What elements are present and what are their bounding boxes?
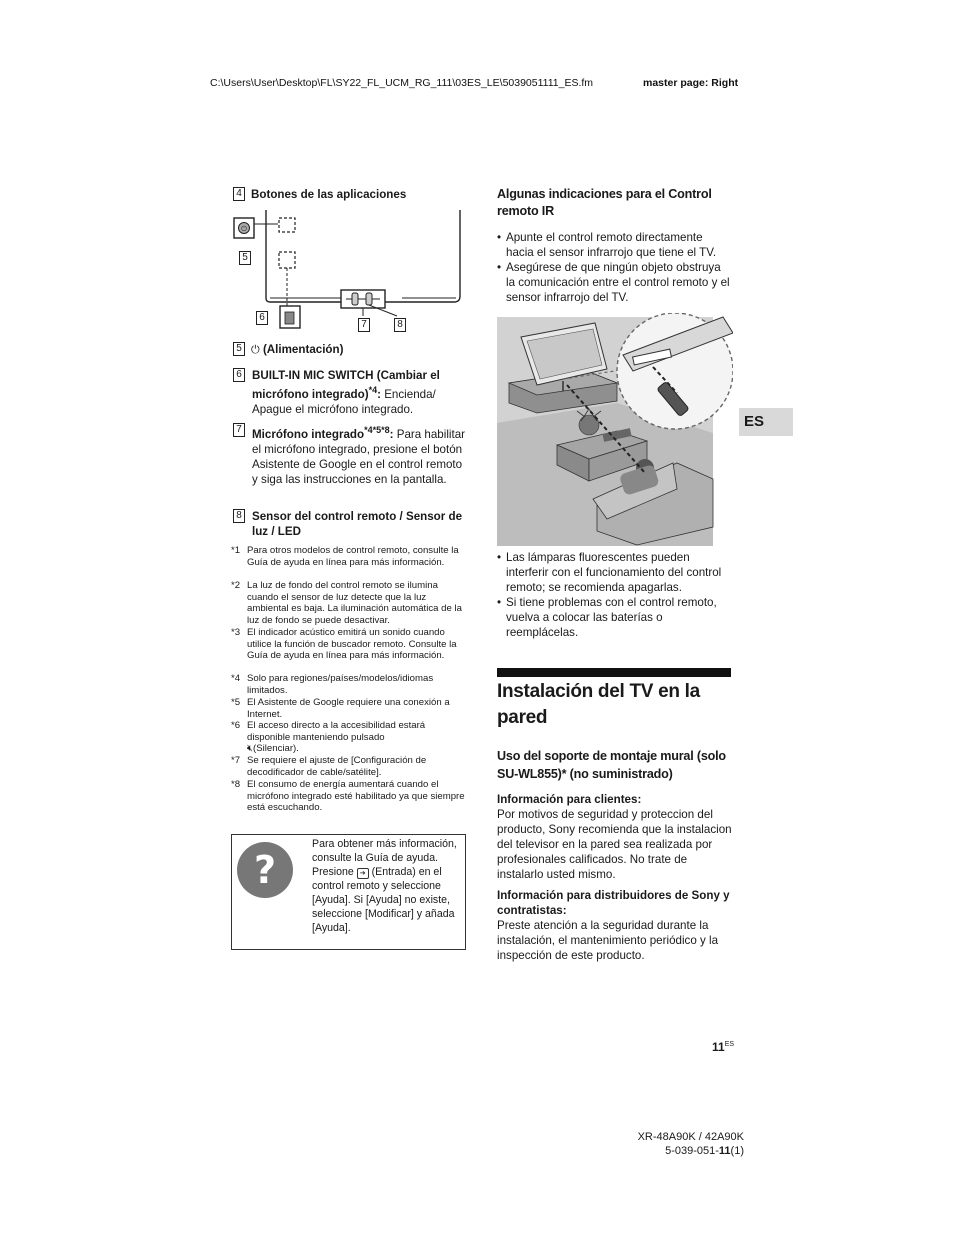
code-b: 11 [718,1145,731,1157]
item-6 [233,368,468,417]
footnote-tail: (Silenciar). [253,743,299,755]
item-colon: : [389,427,394,441]
footnote-3 [231,627,467,662]
footnote-text: Solo para regiones/países/modelos/idiomas limitados. [247,673,434,696]
footnote-8 [231,779,467,814]
item-label: Micrófono integrado [252,427,365,441]
footnote-6 [231,720,467,755]
dist-label: Información para distribuidores de Sony y contratistas: [497,889,730,917]
bullet-dot: • [497,261,502,274]
mute-icon: 🔇︎ [247,743,254,755]
bullet-dot: • [497,231,502,244]
item-number: 6 [233,368,245,382]
item-number: 7 [233,423,245,437]
svg-text:?: ? [253,848,277,892]
clients-text: Por motivos de seguridad y proteccion del producto, Sony recomienda que la instalacion del televisor en la pared sea realizada por profesionales calificados. No trate de instalarlo usted mismo. [497,808,732,881]
bullet-text: Si tiene problemas con el control remoto, vuelva a colocar las baterías o reemplácelas. [506,596,717,639]
bullet-text: Apunte el control remoto directamente hacia el sensor infrarrojo que tiene el TV. [506,231,717,259]
code-c: (1) [730,1145,744,1157]
item-8 [233,509,468,539]
item-colon: : [377,387,381,401]
item-4 [233,187,468,202]
item-7 [233,423,468,487]
item-number: 5 [233,342,245,356]
bullet-text: Asegúrese de que ningún objeto obstruya la comunicación entre el control remoto y el sensor infrarrojo del TV. [506,261,730,304]
model-number: XR-48A90K / 42A90K [637,1131,744,1143]
power-icon: ⏻ [251,344,260,356]
clients-label: Información para clientes: [497,793,642,806]
item-text: Para habilitar el micrófono integrado, presione el botón Asistente de Google en el control remoto y siga las instrucciones en la pantalla. [252,427,466,486]
help-text [312,837,464,935]
item-label: Botones de las aplicaciones [251,188,407,201]
help-line-2a: Presione [312,866,354,878]
wall-mount-subtitle: Uso del soporte de montaje mural (solo SU-WL855)* (no suministrado) [497,749,726,781]
master-page-label: master page: Right [643,77,739,89]
mic-switch-icon [285,312,294,324]
footnote-key: *1 [231,545,241,556]
help-line-1: Para obtener más información, consulte la Guía de ayuda. [312,838,457,864]
footnote-text: El indicador acústico emitirá un sonido cuando utilice la función de buscador remoto. Consulte la Guía de ayuda en línea para más información. [247,627,457,662]
diagram-label-5: 5 [239,251,251,265]
help-question-icon [236,841,294,899]
ir-bullet-3 [497,550,731,595]
section-rule [497,668,731,677]
clients-info [497,792,735,882]
ir-bullet-4 [497,595,731,640]
footnote-key: *5 [231,697,241,708]
footnote-text: El Asistente de Google requiere una conexión a Internet. [247,697,450,720]
section-title: Instalación del TV en la pared [497,681,700,728]
footnote-text: Para otros modelos de control remoto, consulte la Guía de ayuda en línea para más información. [247,545,459,568]
item-text: Encienda/ Apague el micrófono integrado. [252,387,436,416]
footnote-key: *8 [231,779,241,790]
footnote-text: El consumo de energía aumentará cuando el micrófono integrado esté habilitado ya que siempre está escuchando. [247,779,465,814]
code-a: 5-039-051- [665,1145,719,1157]
page-num: 11 [712,1040,725,1054]
footnote-2 [231,580,467,626]
footnote-key: *3 [231,627,241,638]
bullet-dot: • [497,551,502,564]
diagram-label-7: 7 [358,318,370,332]
footnote-1 [231,545,467,568]
help-guide-box [231,834,466,950]
bullet-dot: • [497,596,502,609]
footnote-4 [231,673,467,696]
help-line-2b: (Entrada) en el control remoto y seleccione [Ayuda]. Si [Ayuda] no existe, seleccione [Modificar] y añada [Ayuda]. [312,866,455,934]
footnote-text: El acceso directo a la accesibilidad estará disponible manteniendo pulsado [247,720,426,743]
footnote-5 [231,697,467,720]
item-sup: *4 [368,385,378,395]
page-sup: ES [724,1041,735,1048]
item-sup: *4*5*8 [364,425,390,435]
bullet-text: Las lámparas fluorescentes pueden interferir con el funcionamiento del control remoto; se recomienda apagarlas. [506,551,722,594]
item-number: 8 [233,509,245,523]
footnote-key: *7 [231,755,241,766]
ir-remote-illustration [497,313,733,546]
file-path: C:\Users\User\Desktop\FL\SY22_FL_UCM_RG_111\03ES_LE\5039051111_ES.fm [210,77,594,89]
item-5 [233,342,468,358]
diagram-label-8: 8 [394,318,406,332]
ir-tips-title: Algunas indicaciones para el Control remoto IR [497,187,712,218]
doc-code [665,1145,744,1157]
language-tab: ES [739,408,793,436]
ir-bullet-1 [497,230,731,260]
item-label: (Alimentación) [262,343,344,356]
ir-bullet-2 [497,260,731,305]
item-number: 4 [233,187,245,201]
diagram-label-6: 6 [256,311,268,325]
svg-text:⏻: ⏻ [241,226,247,233]
footnote-text: Se requiere el ajuste de [Configuración de decodificador de cable/satélite]. [247,755,427,778]
footnote-key: *6 [231,720,241,731]
page-number [712,1040,734,1054]
item-label: BUILT-IN MIC SWITCH (Cambiar el micrófono integrado) [252,369,440,401]
footnote-key: *2 [231,580,241,591]
dist-text: Preste atención a la seguridad durante la instalación, el mantenimiento periódico y la inspección de este producto. [497,919,719,962]
dist-info [497,888,735,963]
footnote-7 [231,755,467,778]
footnote-key: *4 [231,673,241,684]
item-label: Sensor del control remoto / Sensor de luz / LED [252,510,463,538]
footnote-text: La luz de fondo del control remoto se ilumina cuando el sensor de luz detecte que la luz ambiental es baja. La iluminación automática de la luz de fondo se puede desactivar. [247,580,462,626]
input-icon: ➔ [357,868,369,879]
